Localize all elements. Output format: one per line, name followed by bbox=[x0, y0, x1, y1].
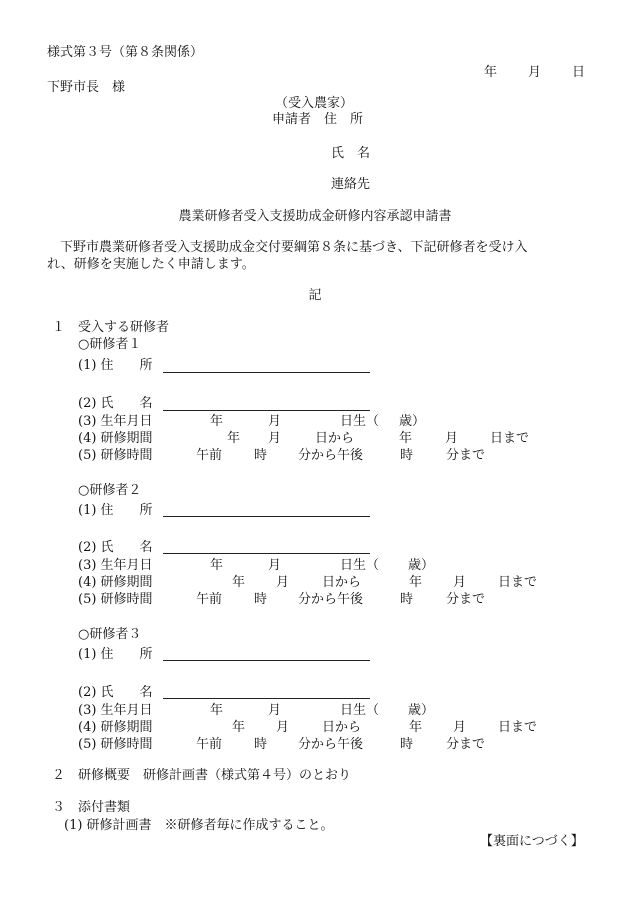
period-month: 月 bbox=[276, 575, 290, 590]
time-am: 午前 bbox=[196, 592, 223, 607]
section3-number: ３ bbox=[52, 800, 66, 815]
name-line bbox=[163, 410, 370, 411]
addressee: 下野市長 様 bbox=[47, 80, 126, 95]
time-label: (5) 研修時間 bbox=[78, 448, 153, 463]
birth-year: 年 bbox=[210, 703, 224, 718]
time-until: 分まで bbox=[446, 737, 486, 752]
period-from: 日から bbox=[322, 720, 362, 735]
ki-mark: 記 bbox=[308, 288, 322, 303]
time-label: (5) 研修時間 bbox=[78, 737, 153, 752]
period-to-month: 月 bbox=[453, 720, 467, 735]
document-title: 農業研修者受入支援助成金研修内容承認申請書 bbox=[178, 209, 452, 224]
birth-label: (3) 生年月日 bbox=[78, 558, 153, 573]
address-label: (1) 住 所 bbox=[78, 647, 153, 662]
section1-number: １ bbox=[52, 320, 66, 335]
time-hour2: 時 bbox=[400, 737, 414, 752]
date-year: 年 bbox=[484, 65, 498, 80]
time-hour: 時 bbox=[254, 592, 268, 607]
birth-age: 歳） bbox=[408, 703, 435, 718]
address-label: (1) 住 所 bbox=[78, 358, 153, 373]
address-line bbox=[163, 660, 370, 661]
section2-text: 研修概要 研修計画書（様式第４号）のとおり bbox=[78, 768, 352, 783]
period-until: 日まで bbox=[498, 720, 538, 735]
name-label: (2) 氏 名 bbox=[78, 540, 153, 555]
period-label: (4) 研修期間 bbox=[78, 720, 153, 735]
date-day: 日 bbox=[572, 65, 586, 80]
period-until: 日まで bbox=[490, 431, 530, 446]
time-hour: 時 bbox=[254, 448, 268, 463]
birth-year: 年 bbox=[210, 558, 224, 573]
period-month: 月 bbox=[268, 431, 282, 446]
address-line bbox=[163, 516, 370, 517]
address-label: (1) 住 所 bbox=[78, 503, 153, 518]
birth-day: 日生（ bbox=[340, 414, 380, 429]
birth-label: (3) 生年月日 bbox=[78, 703, 153, 718]
period-to-year: 年 bbox=[409, 575, 423, 590]
birth-age: 歳） bbox=[408, 558, 435, 573]
birth-month: 月 bbox=[268, 414, 282, 429]
period-label: (4) 研修期間 bbox=[78, 575, 153, 590]
birth-day: 日生（ bbox=[340, 558, 380, 573]
period-year: 年 bbox=[232, 575, 246, 590]
period-from: 日から bbox=[322, 575, 362, 590]
birth-month: 月 bbox=[268, 558, 282, 573]
time-hour: 時 bbox=[254, 737, 268, 752]
attachment-item: (1) 研修計画書 ※研修者毎に作成すること。 bbox=[64, 818, 334, 833]
name-line bbox=[163, 553, 370, 554]
time-am: 午前 bbox=[196, 737, 223, 752]
birth-month: 月 bbox=[268, 703, 282, 718]
address-line bbox=[163, 372, 370, 373]
applicant-address-label: 申請者 住 所 bbox=[272, 112, 364, 127]
birth-year: 年 bbox=[210, 414, 224, 429]
section3-label: 添付書類 bbox=[78, 800, 131, 815]
time-label: (5) 研修時間 bbox=[78, 592, 153, 607]
time-until: 分まで bbox=[446, 448, 486, 463]
trainee-header: ○研修者２ bbox=[78, 483, 142, 498]
birth-age: 歳） bbox=[399, 414, 426, 429]
trainee-header: ○研修者１ bbox=[78, 337, 142, 352]
time-hour2: 時 bbox=[400, 448, 414, 463]
time-until: 分まで bbox=[446, 592, 486, 607]
form-number: 様式第３号（第８条関係） bbox=[47, 45, 204, 60]
period-label: (4) 研修期間 bbox=[78, 431, 153, 446]
applicant-contact-label: 連絡先 bbox=[331, 177, 371, 192]
continued-note: 【裏面につづく】 bbox=[480, 834, 584, 849]
section2-number: ２ bbox=[52, 768, 66, 783]
period-until: 日まで bbox=[498, 575, 538, 590]
period-year: 年 bbox=[232, 720, 246, 735]
period-to-year: 年 bbox=[399, 431, 413, 446]
name-label: (2) 氏 名 bbox=[78, 396, 153, 411]
body-text-line1: 下野市農業研修者受入支援助成金交付要綱第８条に基づき、下記研修者を受け入 bbox=[60, 240, 528, 255]
trainee-header: ○研修者３ bbox=[78, 627, 142, 642]
time-min-pm: 分から午後 bbox=[298, 737, 364, 752]
section1-label: 受入する研修者 bbox=[78, 320, 170, 335]
period-to-month: 月 bbox=[445, 431, 459, 446]
birth-day: 日生（ bbox=[340, 703, 380, 718]
time-hour2: 時 bbox=[400, 592, 414, 607]
applicant-name-label: 氏 名 bbox=[331, 146, 371, 161]
applicant-role: （受入農家） bbox=[275, 96, 354, 111]
body-text-line2: れ、研修を実施したく申請します。 bbox=[47, 257, 255, 272]
period-to-year: 年 bbox=[409, 720, 423, 735]
time-am: 午前 bbox=[196, 448, 223, 463]
date-month: 月 bbox=[528, 65, 542, 80]
period-month: 月 bbox=[276, 720, 290, 735]
time-min-pm: 分から午後 bbox=[298, 592, 364, 607]
period-to-month: 月 bbox=[453, 575, 467, 590]
birth-label: (3) 生年月日 bbox=[78, 414, 153, 429]
period-from: 日から bbox=[315, 431, 355, 446]
time-min-pm: 分から午後 bbox=[298, 448, 364, 463]
name-label: (2) 氏 名 bbox=[78, 685, 153, 700]
name-line bbox=[163, 698, 370, 699]
period-year: 年 bbox=[227, 431, 241, 446]
